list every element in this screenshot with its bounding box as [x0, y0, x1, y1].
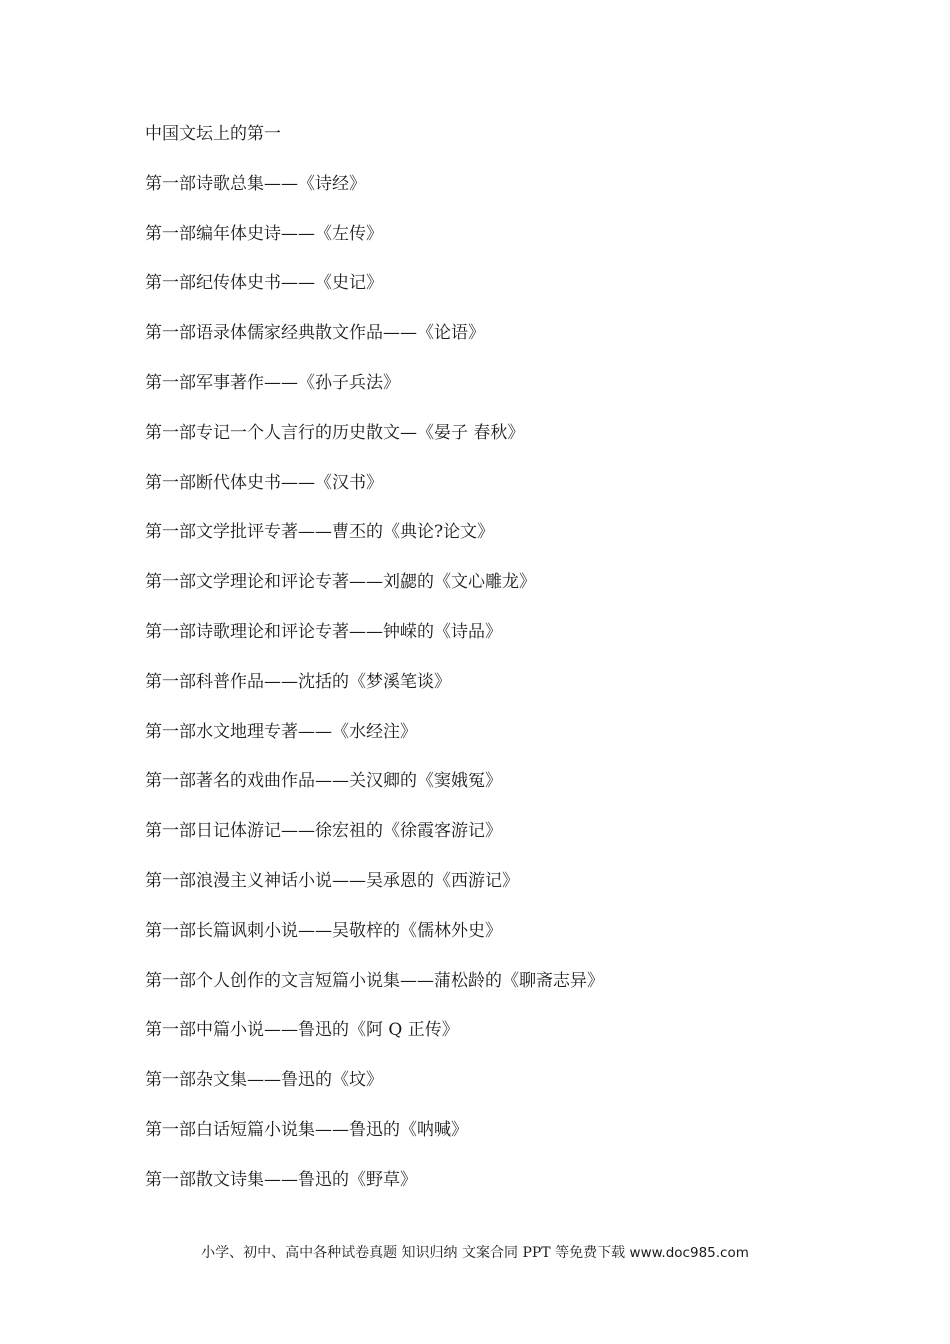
list-item: 第一部诗歌理论和评论专著——钟嵘的《诗品》	[145, 621, 502, 642]
footer-text: 小学、初中、高中各种试卷真题 知识归纳 文案合同 PPT 等免费下载	[201, 1245, 630, 1261]
list-item: 第一部断代体史书——《汉书》	[145, 472, 383, 493]
list-item: 第一部编年体史诗——《左传》	[145, 223, 383, 244]
list-item: 第一部白话短篇小说集——鲁迅的《呐喊》	[145, 1119, 468, 1140]
list-item: 第一部长篇讽刺小说——吴敬梓的《儒林外史》	[145, 920, 502, 941]
document-title: 中国文坛上的第一	[145, 124, 281, 144]
list-item: 第一部文学批评专著——曹丕的《典论?论文》	[145, 522, 495, 543]
list-item: 第一部个人创作的文言短篇小说集——蒲松龄的《聊斋志异》	[145, 970, 604, 991]
page-footer	[0, 1243, 950, 1263]
list-item: 第一部浪漫主义神话小说——吴承恩的《西游记》	[145, 870, 519, 891]
list-item: 第一部军事著作——《孙子兵法》	[145, 372, 400, 393]
list-item: 第一部科普作品——沈括的《梦溪笔谈》	[145, 671, 451, 692]
list-item: 第一部纪传体史书——《史记》	[145, 273, 383, 294]
footer-url[interactable]: www.doc985.com	[629, 1245, 749, 1261]
list-item: 第一部散文诗集——鲁迅的《野草》	[145, 1169, 417, 1190]
list-item: 第一部语录体儒家经典散文作品——《论语》	[145, 323, 485, 344]
list-item: 第一部著名的戏曲作品——关汉卿的《窦娥冤》	[145, 771, 502, 792]
list-item: 第一部专记一个人言行的历史散文—《晏子 春秋》	[145, 422, 525, 443]
list-item: 第一部诗歌总集——《诗经》	[145, 173, 366, 194]
list-item: 第一部文学理论和评论专著——刘勰的《文心雕龙》	[145, 572, 536, 593]
list-item: 第一部中篇小说——鲁迅的《阿 Q 正传》	[145, 1020, 459, 1041]
list-item: 第一部日记体游记——徐宏祖的《徐霞客游记》	[145, 821, 502, 842]
list-item: 第一部水文地理专著——《水经注》	[145, 721, 417, 742]
list-item: 第一部杂文集——鲁迅的《坟》	[145, 1070, 383, 1091]
document-body	[145, 122, 845, 1218]
